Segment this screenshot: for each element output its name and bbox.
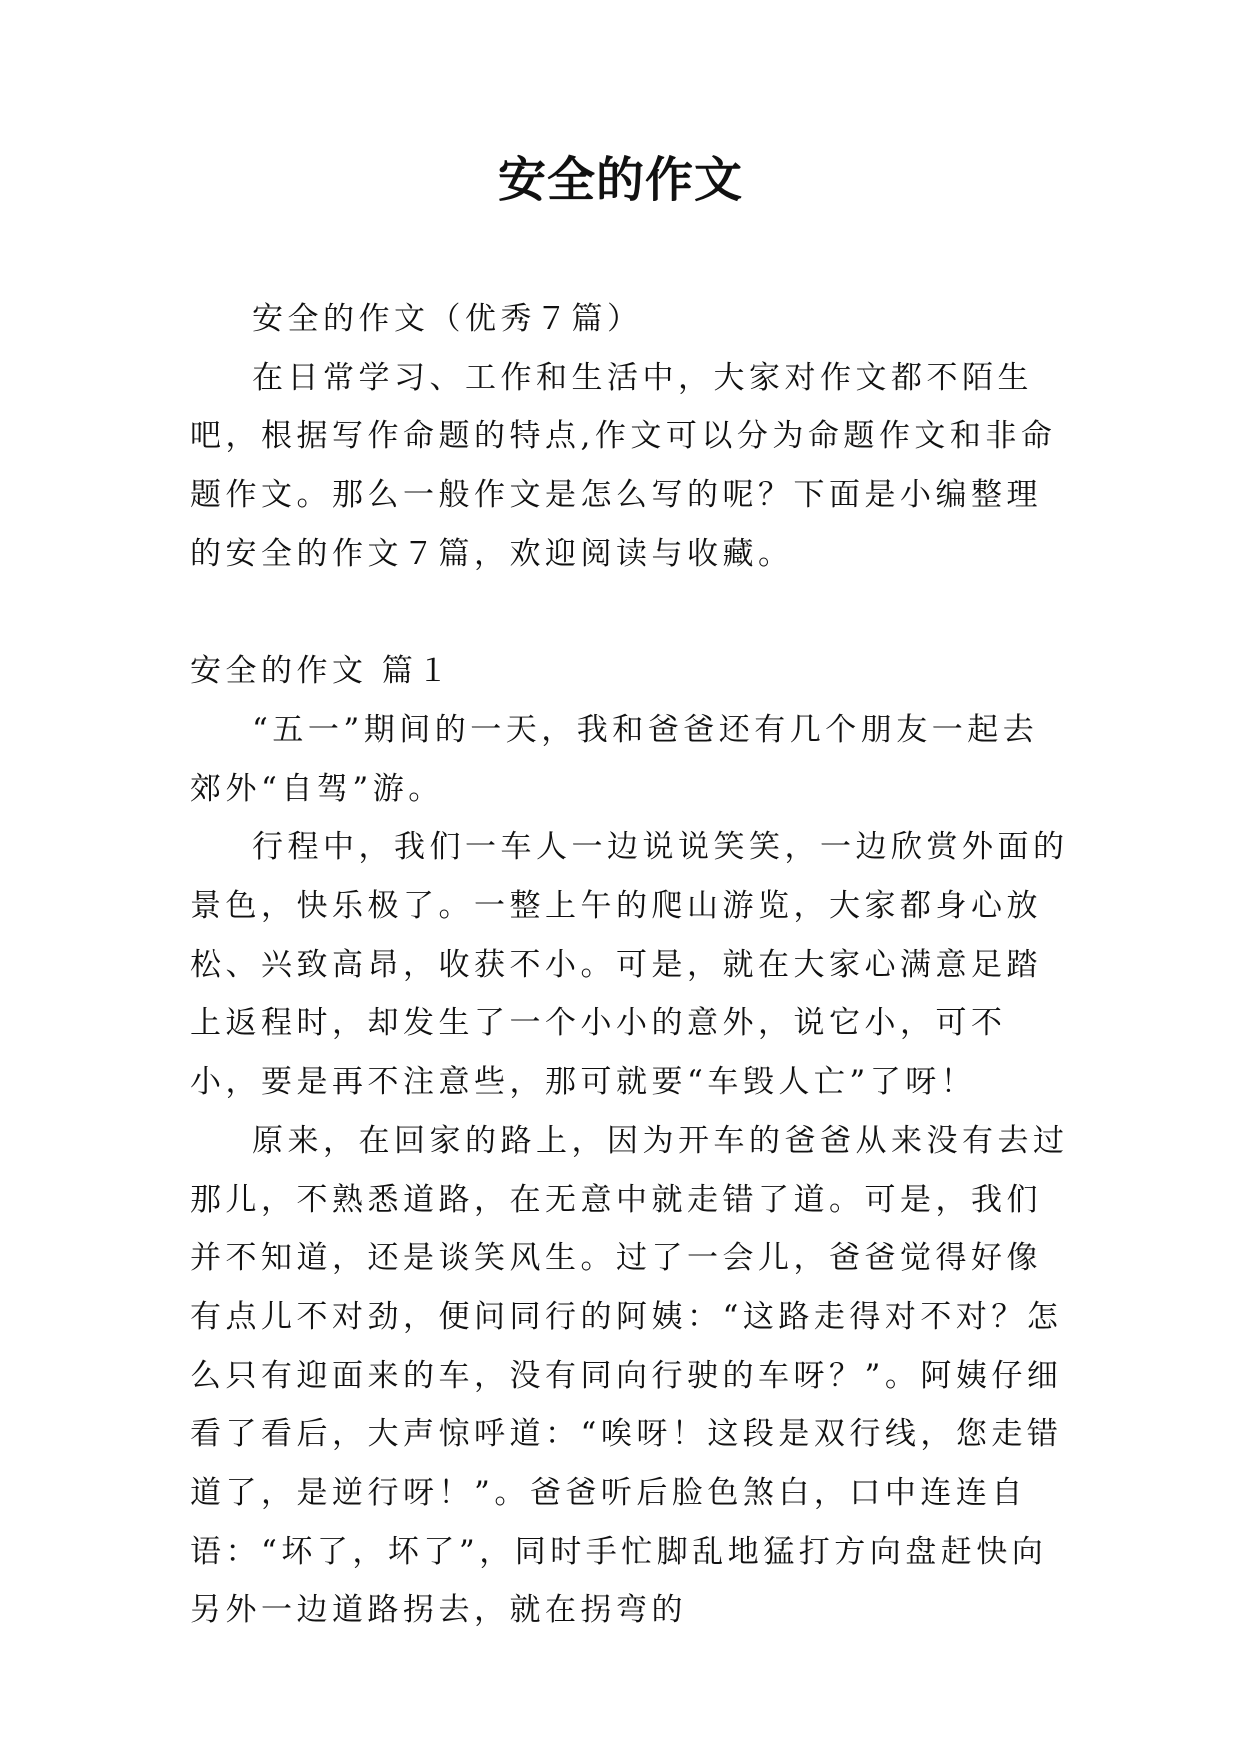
body-paragraph-2: 行程中，我们一车人一边说说笑笑，一边欣赏外面的景色，快乐极了。一整上午的爬山游览，大家都身心放松、兴致高昂，收获不小。可是，就在大家心满意足踏上返程时，却发生了一个小小的意外，说它小，可不小，要是再不注意些，那可就要“车毁人亡”了呀！ <box>190 829 1069 1101</box>
body-paragraph-1: “五一”期间的一天，我和爸爸还有几个朋友一起去郊外“自驾”游。 <box>190 711 1039 807</box>
body-paragraph-3: 原来，在回家的路上，因为开车的爸爸从来没有去过那儿，不熟悉道路，在无意中就走错了道。可是，我们并不知道，还是谈笑风生。过了一会儿，爸爸觉得好像有点儿不对劲，便问同行的阿姨：“这路走得对不对？怎么只有迎面来的车，没有同向行驶的车呀？”。阿姨仔细看了看后，大声惊呼道：“唉呀！这段是双行线，您走错道了，是逆行呀！”。爸爸听后脸色煞白，口中连连自语：“坏了，坏了”，同时手忙脚乱地猛打方向盘赶快向另外一边道路拐去，就在拐弯的 <box>190 1122 1069 1629</box>
document-title: 安全的作文 <box>497 152 743 208</box>
document-subtitle: 安全的作文（优秀７篇） <box>252 301 643 337</box>
document-body <box>190 290 1070 1640</box>
intro-paragraph: 在日常学习、工作和生活中，大家对作文都不陌生吧，根据写作命题的特点,作文可以分为命题作文和非命题作文。那么一般作文是怎么写的呢？下面是小编整理的安全的作文７篇，欢迎阅读与收藏。 <box>190 359 1057 572</box>
section-heading: 安全的作文 篇１ <box>190 653 453 690</box>
